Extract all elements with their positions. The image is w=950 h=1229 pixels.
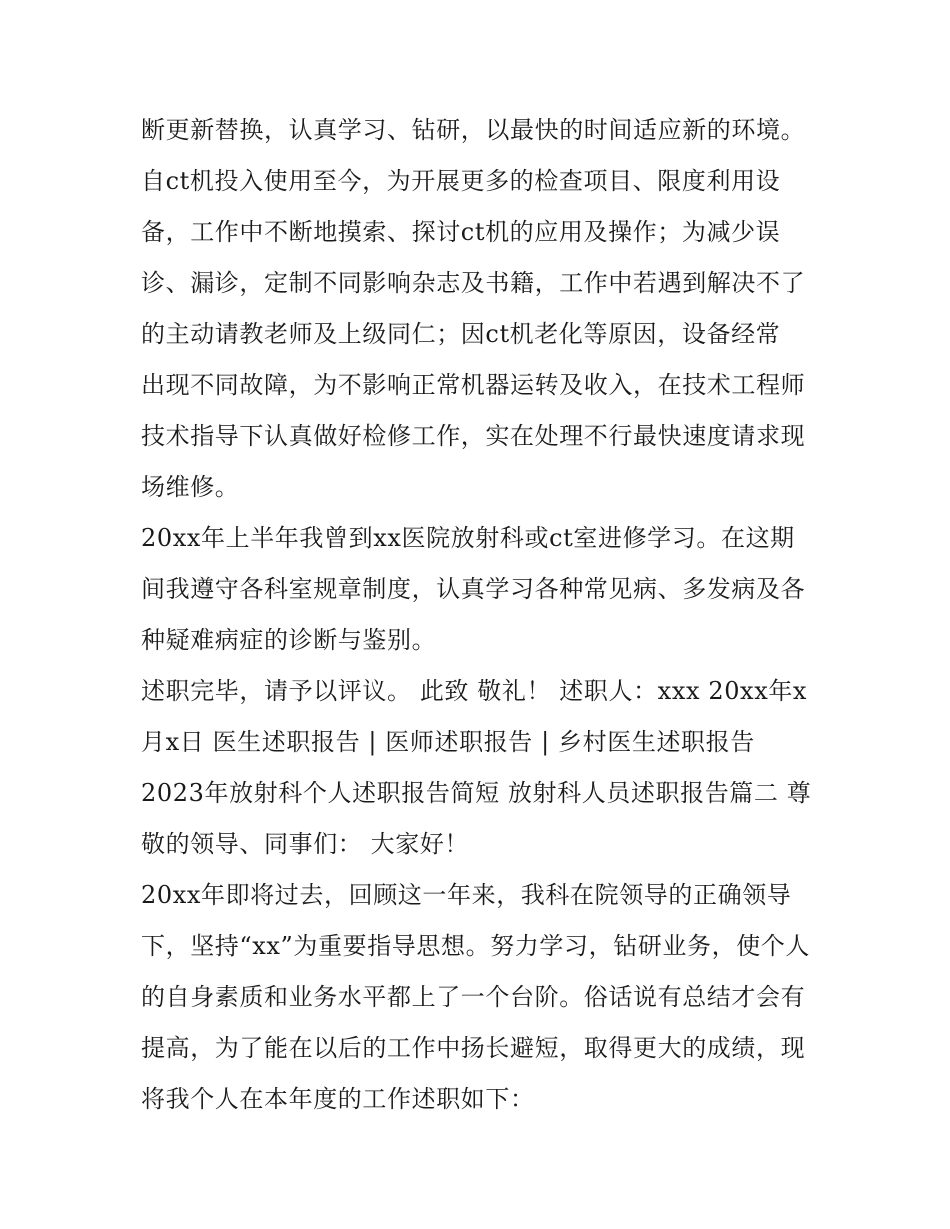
paragraph-4: [141, 666, 813, 870]
text-line: 技术指导下认真做好检修工作，实在处理不行最快速度请求现: [141, 422, 806, 450]
text-line: 间我遵守各科室规章制度，认真学习各种常见病、多发病及各: [141, 575, 806, 603]
text-line: 提高，为了能在以后的工作中扬长避短，取得更大的成绩，现: [141, 1034, 806, 1062]
text-line: 的主动请教老师及上级同仁；因ct机老化等原因，设备经常: [141, 320, 781, 348]
text-line: 将我个人在本年度的工作述职如下：: [141, 1085, 535, 1113]
text-line: 述职完毕，请予以评议。 此致 敬礼！ 述职人：xxx 20xx年x: [141, 677, 808, 705]
paragraph-2: [141, 156, 813, 513]
document-body: [141, 105, 813, 1125]
text-line: 自ct机投入使用至今，为开展更多的检查项目、限度利用设: [141, 167, 781, 195]
text-line: 下，坚持“xx”为重要指导思想。努力学习，钻研业务，使个人: [141, 932, 811, 960]
text-line: 诊、漏诊，定制不同影响杂志及书籍，工作中若遇到解决不了: [141, 269, 806, 297]
text-line: 的自身素质和业务水平都上了一个台阶。俗话说有总结才会有: [141, 983, 806, 1011]
paragraph-3: [141, 513, 813, 666]
text-line: 断更新替换，认真学习、钻研，以最快的时间适应新的环境。: [141, 116, 806, 144]
text-line: 20xx年即将过去，回顾这一年来，我科在院领导的正确领导: [141, 881, 792, 909]
text-line: 场维修。: [141, 473, 240, 501]
paragraph-5: [141, 870, 813, 1125]
text-line: 备，工作中不断地摸索、探讨ct机的应用及操作；为减少误: [141, 218, 781, 246]
text-line: 20xx年上半年我曾到xx医院放射科或ct室进修学习。在这期: [141, 524, 795, 552]
text-line: 敬的领导、同事们： 大家好！: [141, 830, 470, 858]
paragraph-1: [141, 105, 813, 156]
text-line: 种疑难病症的诊断与鉴别。: [141, 626, 437, 654]
text-line: 2023年放射科个人述职报告简短 放射科人员述职报告篇二 尊: [141, 779, 812, 807]
text-line: 出现不同故障，为不影响正常机器运转及收入，在技术工程师: [141, 371, 806, 399]
text-line: 月x日 医生述职报告 | 医师述职报告 | 乡村医生述职报告: [141, 728, 755, 756]
